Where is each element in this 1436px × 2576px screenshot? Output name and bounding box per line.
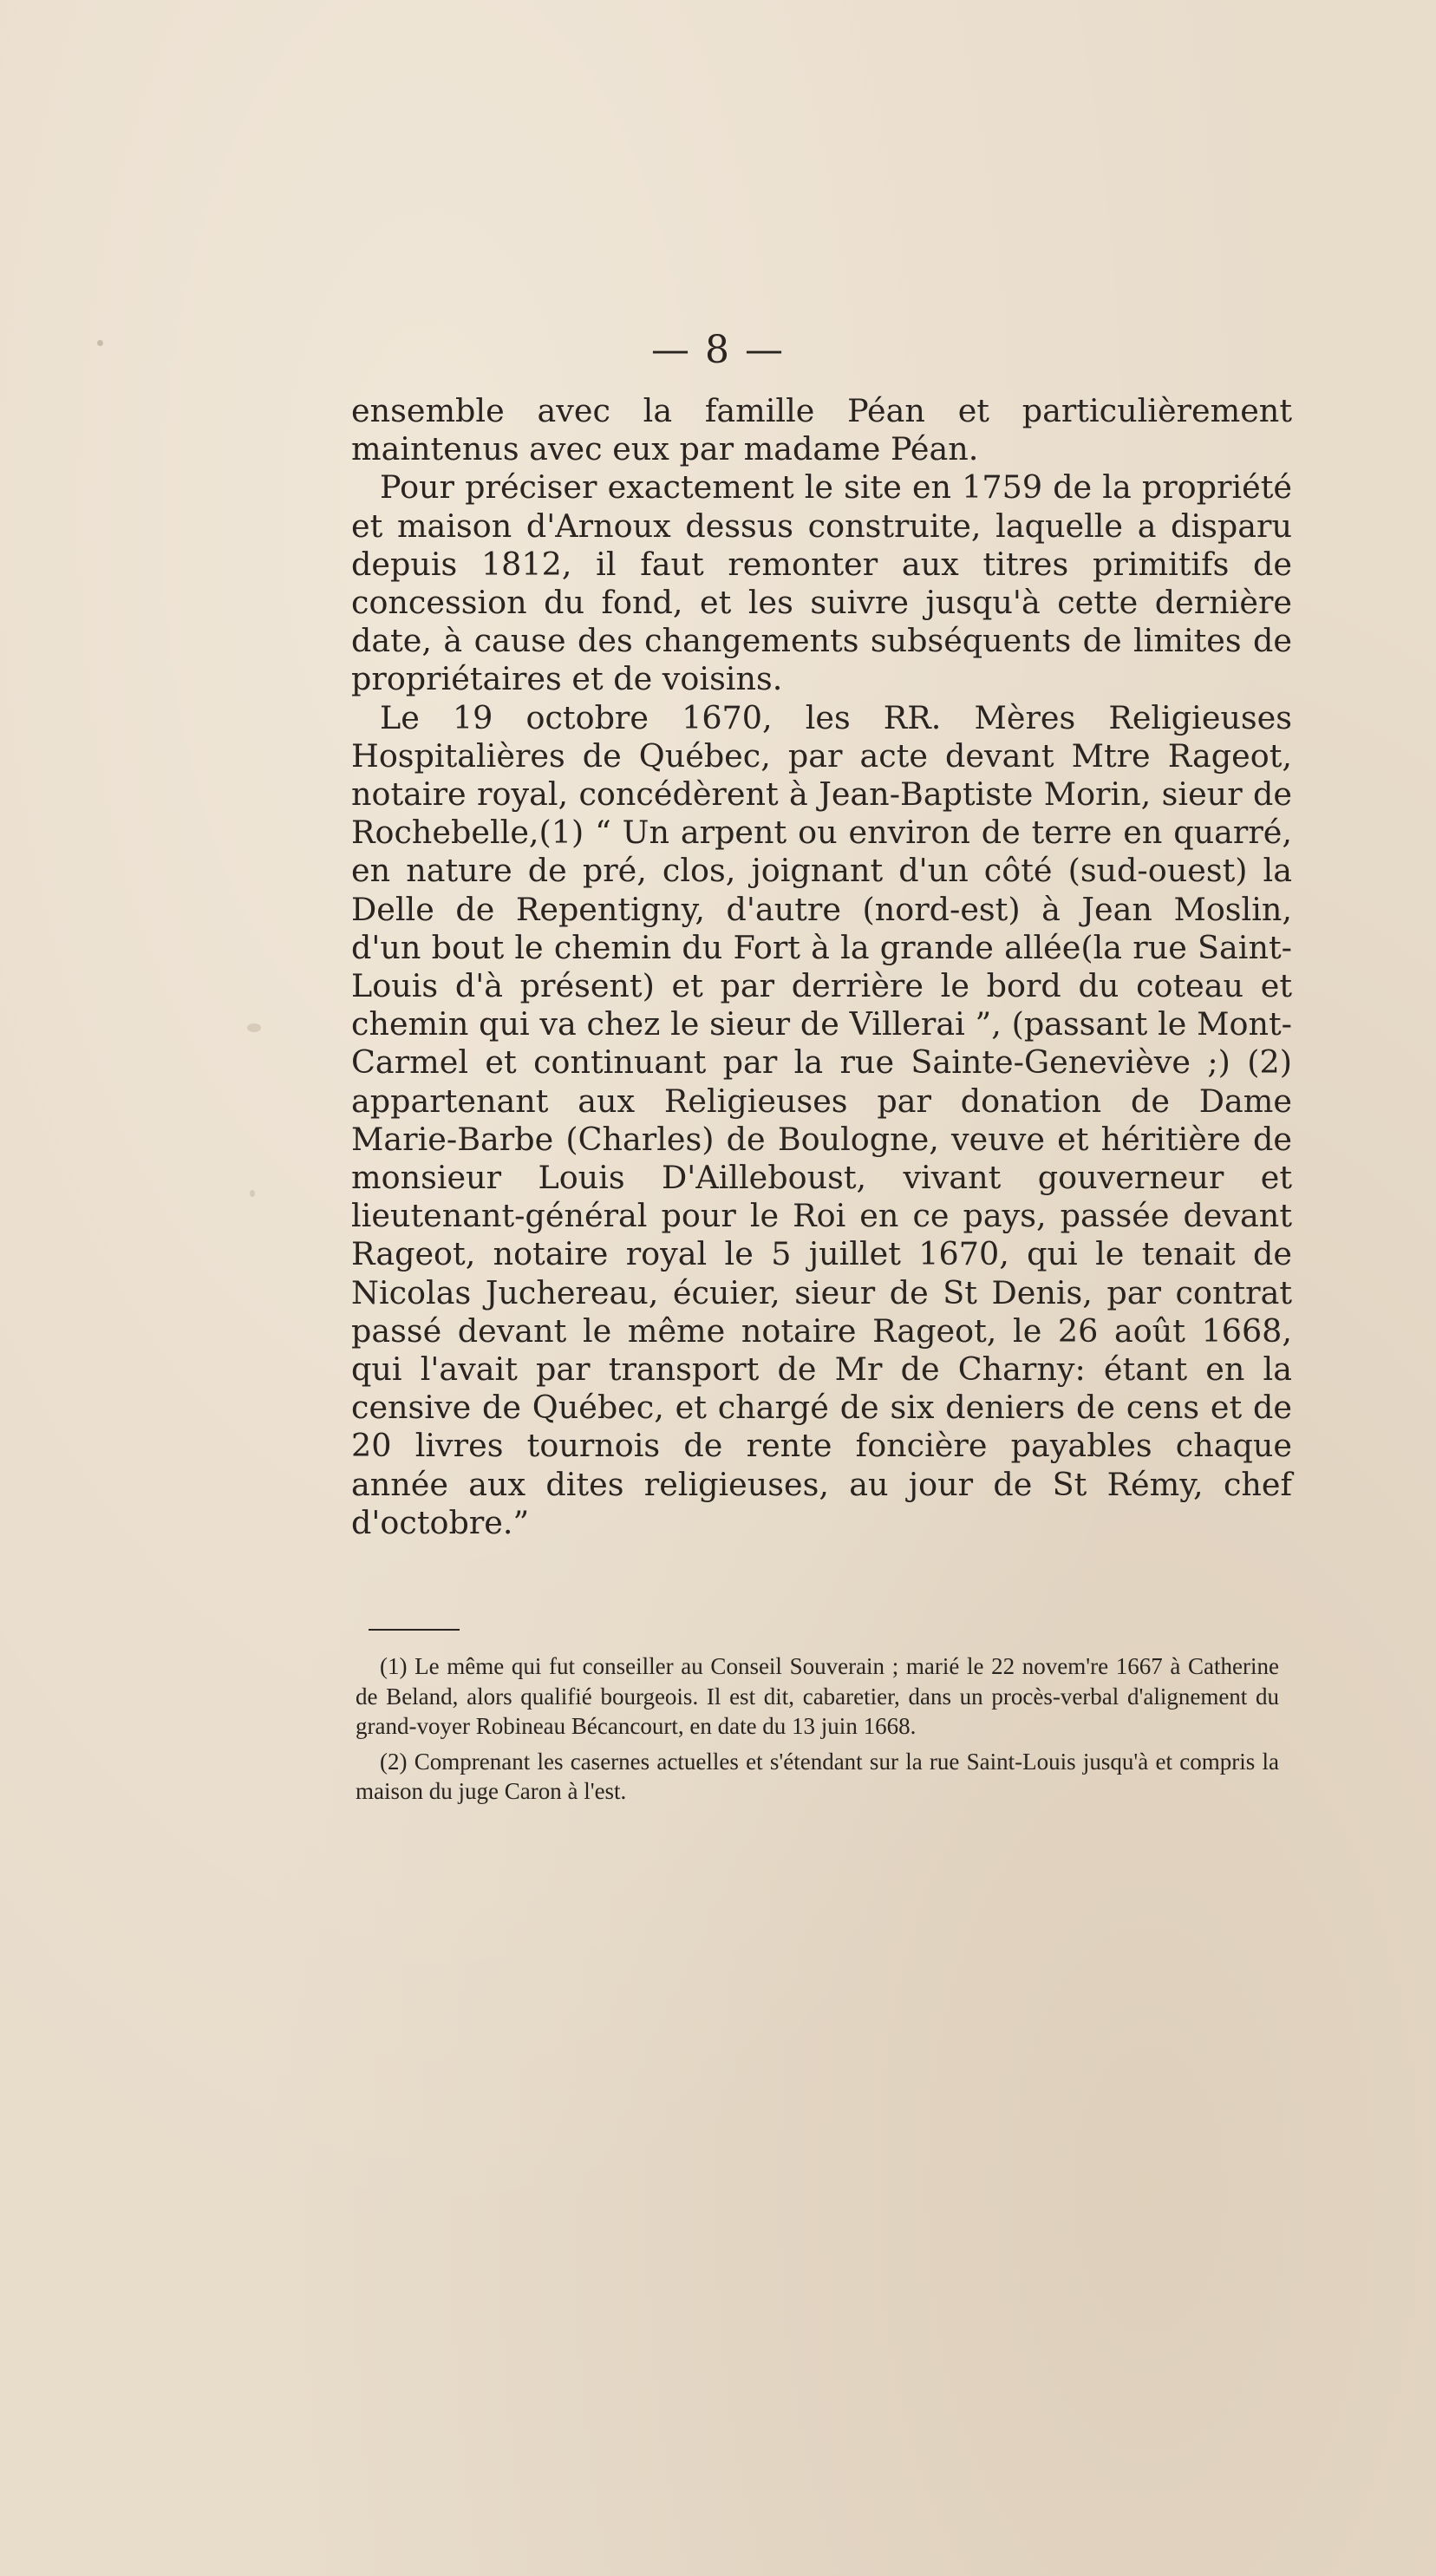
main-text	[351, 392, 1292, 1542]
footnotes	[356, 1651, 1279, 1812]
paragraph-3: Le 19 octobre 1670, les RR. Mères Religieuses Hospitalières de Québec, par acte devant Mtre Rageot, notaire royal, concédèrent à Jean-Baptiste Morin, sieur de Rochebelle,(1) “ Un arpent ou environ de terre en quarré, en nature de pré, clos, joignant d'un côté (sud-ouest) la Delle de Repentigny, d'autre (nord-est) à Jean Moslin, d'un bout le chemin du Fort à la grande allée(la rue Saint-Louis d'à présent) et par derrière le bord du coteau et chemin qui va chez le sieur de Villerai ”, (passant le Mont-Carmel et continuant par la rue Sainte-Geneviève ;) (2) appartenant aux Religieuses par donation de Dame Marie-Barbe (Charles) de Boulogne, veuve et héritière de monsieur Louis D'Ailleboust, vivant gouverneur et lieutenant-général pour le Roi en ce pays, passée devant Rageot, notaire royal le 5 juillet 1670, qui le tenait de Nicolas Juchereau, écuier, sieur de St Denis, par contrat passé devant le même notaire Rageot, le 26 août 1668, qui l'avait par transport de Mr de Charny: étant en la censive de Québec, et chargé de six deniers de cens et de 20 livres tournois de rente foncière payables chaque année aux dites religieuses, au jour de St Rémy, chef d'octobre.”	[351, 698, 1292, 1541]
footnote-1: (1) Le même qui fut conseiller au Conseil Souverain ; marié le 22 novem're 1667 à Catherine de Beland, alors qualifié bourgeois. Il est dit, cabaretier, dans un procès-verbal d'alignement du grand-voyer Robineau Bécancourt, en date du 13 juin 1668.	[356, 1653, 1279, 1739]
page-number: — 8 —	[651, 328, 785, 372]
footnote-2: (2) Comprenant les casernes actuelles et s'étendant sur la rue Saint-Louis jusqu'à et compris la maison du juge Caron à l'est.	[356, 1748, 1279, 1804]
paragraph-1: ensemble avec la famille Péan et particulièrement maintenus avec eux par madame Péan.	[351, 392, 1292, 468]
footnote-separator	[369, 1629, 460, 1631]
paper-speck	[247, 1023, 261, 1032]
paper-speck	[250, 1190, 255, 1197]
paragraph-2: Pour préciser exactement le site en 1759 de la propriété et maison d'Arnoux dessus construite, laquelle a disparu depuis 1812, il faut remonter aux titres primitifs de concession du fond, et les suivre jusqu'à cette dernière date, à cause des changements subséquents de limites de propriétaires et de voisins.	[351, 468, 1292, 698]
